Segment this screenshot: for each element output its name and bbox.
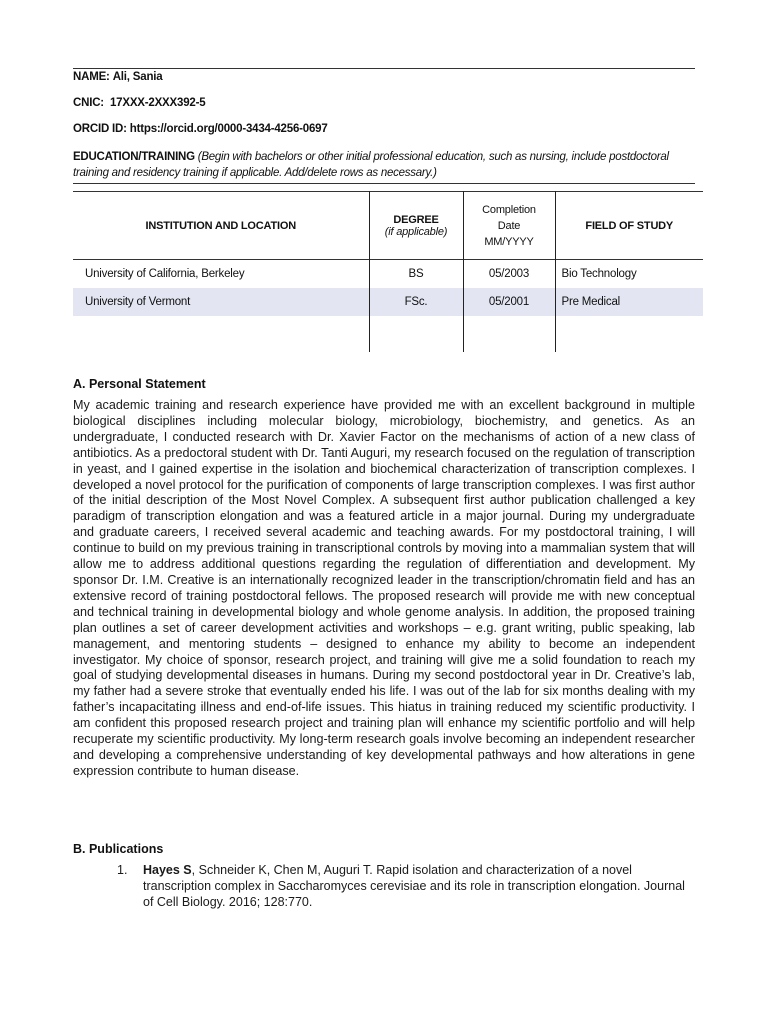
table-row-empty (73, 316, 703, 352)
empty-cell (73, 316, 369, 352)
field-cell: Pre Medical (555, 288, 703, 316)
publication-number: 1. (117, 863, 128, 877)
col-degree-sub: (if applicable) (384, 225, 448, 238)
education-rule (73, 183, 695, 184)
personal-statement-heading: A. Personal Statement (73, 377, 206, 391)
field-cell: Bio Technology (555, 260, 703, 288)
cnic-label: CNIC: (73, 97, 104, 109)
name-label: NAME: (73, 71, 110, 83)
date-cell: 05/2003 (463, 260, 555, 288)
empty-cell (555, 316, 703, 352)
col-institution: INSTITUTION AND LOCATION (145, 219, 296, 232)
publication-rest: , Schneider K, Chen M, Auguri T. Rapid isolation and characterization of a novel transcription complex in Saccharomyces cerevisiae and its role in transcription elongation. Journal of Cell Biology. 2016; 128:770. (143, 863, 685, 909)
orcid-value: https://orcid.org/0000-3434-4256-0697 (129, 123, 328, 135)
col-field: FIELD OF STUDY (555, 192, 703, 260)
date-cell: 05/2001 (463, 288, 555, 316)
name-line (73, 71, 162, 83)
empty-cell (369, 316, 463, 352)
top-rule (73, 68, 695, 69)
publication-author: Hayes S (143, 863, 192, 877)
orcid-label: ORCID ID: (73, 123, 127, 135)
cnic-value: 17XXX-2XXX392-5 (109, 97, 206, 109)
degree-cell: FSc. (369, 288, 463, 316)
education-label: EDUCATION/TRAINING (73, 151, 195, 163)
publications-heading: B. Publications (73, 842, 164, 856)
table-row (73, 260, 703, 288)
education-heading (73, 149, 695, 181)
col-completion (463, 192, 555, 260)
education-table (73, 191, 703, 352)
publication-list (117, 862, 697, 910)
name-value: Ali, Sania (112, 71, 163, 83)
col-completion-line3: MM/YYYY (484, 235, 534, 248)
personal-statement-body: My academic training and research experience have provided me with an excellent background in multiple biological disciplines including molecular biology, microbiology, biochemistry, and genetics. As an undergraduate, I conducted research with Dr. Xavier Factor on the mechanisms of action of a new class of antibiotics. As a predoctoral student with Dr. Tanti Auguri, my research focused on the regulation of transcription in yeast, and I gained expertise in the isolation and biochemical characterization of transcription complexes. I developed a novel protocol for the purification of components of large transcription complexes. I was first author of the initial description of the Most Novel Complex. A subsequent first author publication challenged a key paradigm of transcription elongation and was a featured article in a major journal. During my undergraduate and graduate careers, I received several academic and teaching awards. For my postdoctoral training, I will continue to build on my previous training in transcriptional controls by moving into a mammalian system that will allow me to address additional questions regarding the regulation of differentiation and development. My sponsor Dr. I.M. Creative is an internationally recognized leader in the transcription/chromatin field and has an extensive record of training postdoctoral fellows. The proposed research will provide me with new conceptual and technical training in developmental biology and whole genome analysis. In addition, the proposed training plan outlines a set of career development activities and workshops – e.g. grant writing, public speaking, lab management, and mentoring students – designed to enhance my ability to become an independent investigator. My choice of sponsor, research project, and training will give me a solid foundation to reach my goal of studying developmental diseases in humans. During my second postdoctoral year in Dr. Creative’s lab, my father had a severe stroke that eventually ended his life. I was out of the lab for six months dealing with my father’s incapacitating illness and end-of-life issues. This hiatus in training reduced my scientific productivity. I am confident this proposed research project and training plan will enhance my scientific portfolio and will help recuperate my scientific productivity. My long-term research goals involve becoming an independent researcher and developing a comprehensive understanding of key developmental pathways and how alterations in gene expression contribute to human disease. (73, 398, 695, 778)
degree-cell: BS (369, 260, 463, 288)
col-completion-line2: Date (497, 219, 521, 232)
education-table-header (73, 192, 703, 260)
institution-cell: University of California, Berkeley (85, 267, 245, 280)
education-note: (Begin with bachelors or other initial professional education, such as nursing, include postdoctoral training and residency training if applicable. Add/delete rows as necessary.) (73, 151, 669, 179)
cnic-line (73, 97, 205, 109)
orcid-line (73, 123, 328, 135)
list-item (117, 862, 697, 910)
publication-citation (143, 862, 697, 910)
col-degree: DEGREE (if applicable) (369, 192, 463, 260)
table-row (73, 288, 703, 316)
col-completion-line1: Completion (482, 203, 536, 216)
empty-cell (463, 316, 555, 352)
institution-cell: University of Vermont (73, 288, 369, 316)
